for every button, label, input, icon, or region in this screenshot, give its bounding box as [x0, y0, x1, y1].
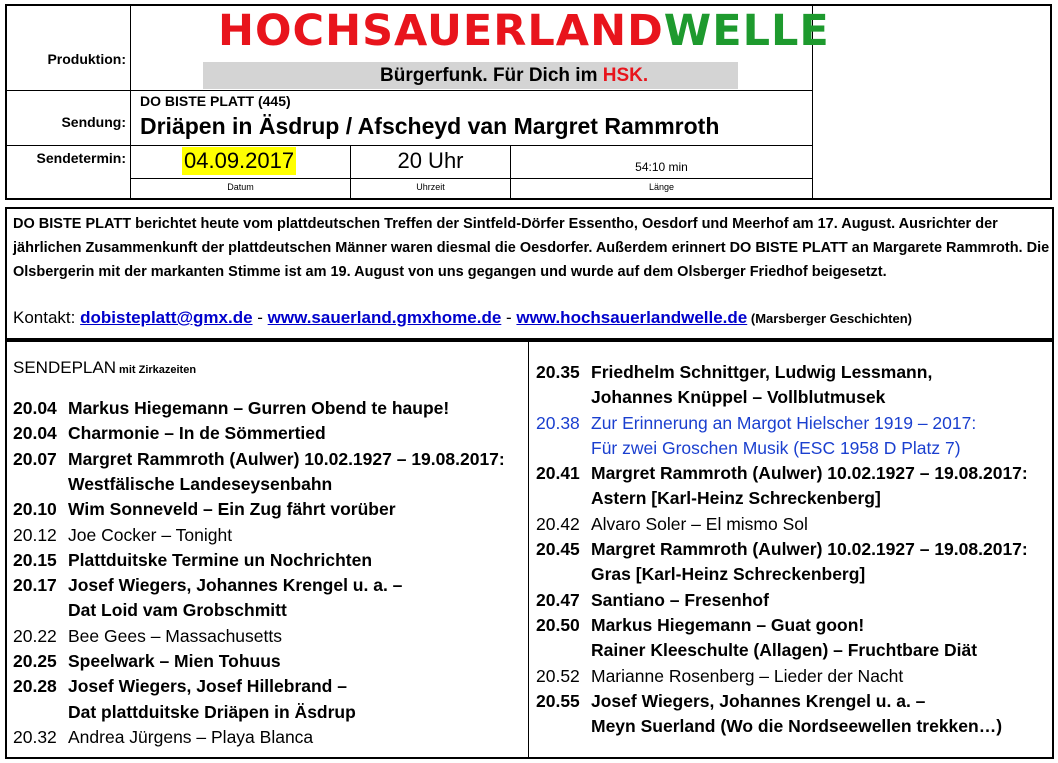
header-row-divider: [7, 90, 812, 91]
schedule-time: 20.25: [13, 651, 57, 671]
schedule-title-line: Josef Wiegers, Josef Hillebrand –: [68, 676, 347, 697]
schedule-time: 20.22: [13, 625, 57, 646]
date-caption: Datum: [227, 182, 254, 192]
schedule-time: 20.55: [536, 690, 580, 711]
schedule-title-line: Markus Hiegemann – Gurren Obend te haupe!: [68, 398, 450, 418]
schedule-entry: [536, 664, 1051, 689]
schedule-title-line: Wim Sonneveld – Ein Zug fährt vorüber: [68, 499, 396, 520]
schedule-entry: [536, 537, 1051, 588]
sendetermin-label: Sendetermin:: [36, 150, 126, 166]
schedule-title-line: Speelwark – Mien Tohuus: [68, 651, 281, 671]
schedule-title-line: Margret Rammroth (Aulwer) 10.02.1927 – 19.08.2017:: [591, 539, 1028, 560]
broadcast-length: 54:10 min: [635, 160, 688, 174]
schedule-entry: [13, 649, 523, 674]
schedule-title-line: Rainer Kleeschulte (Allagen) – Fruchtbare Diät: [591, 640, 978, 661]
schedule-title-line: Für zwei Groschen Musik (ESC 1958 D Platz 7): [591, 437, 961, 458]
website-link-hochsauerlandwelle[interactable]: www.hochsauerlandwelle.de: [516, 308, 748, 327]
schedule-entry: [13, 548, 523, 573]
schedule-entry: [13, 624, 523, 649]
length-caption: Länge: [648, 182, 675, 192]
schedule-title-line: Alvaro Soler – El mismo Sol: [591, 513, 808, 534]
header-row-divider: [7, 145, 812, 146]
schedule-time: 20.50: [536, 615, 580, 635]
schedule-time: 20.38: [536, 412, 580, 433]
schedule-time: 20.32: [13, 726, 57, 747]
schedule-time: 20.42: [536, 513, 580, 534]
header-row-divider: [130, 178, 812, 179]
header-col-divider: [130, 6, 131, 198]
schedule-title-line: Andrea Jürgens – Playa Blanca: [68, 726, 314, 747]
contact-note: (Marsberger Geschichten): [747, 311, 912, 326]
schedule-title-line: Plattduitske Termine un Nochrichten: [68, 549, 373, 570]
schedule-entry: [536, 360, 1051, 411]
contact-line: Kontakt: dobisteplatt@gmx.de - www.sauerland.gmxhome.de - www.hochsauerlandwelle.de (Marsberger Geschichten): [13, 308, 912, 327]
schedule-entry: [13, 497, 523, 522]
schedule-title-line: Friedhelm Schnittger, Ludwig Lessmann,: [591, 362, 933, 382]
schedule-title-line: Dat plattduitske Driäpen in Äsdrup: [68, 701, 356, 722]
schedule-time: 20.10: [13, 499, 57, 520]
schedule-time: 20.35: [536, 362, 580, 382]
broadcast-time: 20 Uhr: [397, 148, 464, 173]
schedule-title-line: Joe Cocker – Tonight: [68, 524, 233, 545]
schedule-time: 20.47: [536, 589, 580, 610]
episode-title: Driäpen in Äsdrup / Afscheyd van Margret Rammroth: [140, 113, 720, 139]
schedule-title-line: Dat Loid vam Grobschmitt: [68, 600, 287, 621]
schedule-entry: [13, 421, 523, 446]
schedule-entry: [536, 613, 1051, 664]
schedule-entry: [536, 461, 1051, 512]
email-link[interactable]: dobisteplatt@gmx.de: [80, 308, 253, 327]
schedule-title-line: Margret Rammroth (Aulwer) 10.02.1927 – 19.08.2017:: [591, 463, 1028, 484]
schedule-time: 20.04: [13, 423, 57, 444]
schedule-title-line: Bee Gees – Massachusetts: [68, 625, 282, 646]
description-text: DO BISTE PLATT berichtet heute vom plattdeutschen Treffen der Sintfeld-Dörfer Essentho, Oesdorf und Meerhof am 17. August. Ausrichter der jährlichen Zusammenkunft der plattdeutschen Männer waren diesmal die Oesdorfer. Außerdem erinnert DO BISTE PLATT an Margarete Rammroth. Die Olsbergerin mit der markanten Stimme ist am 19. August von uns gegangen und wurde auf dem Olsberger Friedhof beigesetzt.: [13, 216, 1050, 280]
schedule-entry: [13, 674, 523, 725]
schedule-title-line: Westfälische Landeseysenbahn: [68, 473, 333, 494]
schedule-entry: [13, 523, 523, 548]
schedule-entry: [536, 689, 1051, 740]
schedule-time: 20.04: [13, 398, 57, 418]
produktion-label: Produktion:: [47, 51, 126, 67]
schedule-title-line: Johannes Knüppel – Vollblutmusek: [591, 387, 886, 408]
schedule-title-line: Charmonie – In de Sömmertied: [68, 423, 326, 444]
sendeplan-divider: [528, 342, 529, 757]
schedule-time: 20.17: [13, 575, 57, 596]
schedule-entry: [13, 396, 523, 421]
schedule-time: 20.12: [13, 524, 57, 545]
time-caption: Uhrzeit: [416, 182, 445, 192]
schedule-entry: [13, 573, 523, 624]
schedule-time: 20.52: [536, 665, 580, 686]
schedule-time: 20.07: [13, 448, 57, 469]
schedule-entry: [13, 725, 523, 750]
schedule-time: 20.41: [536, 463, 580, 484]
sendeplan-title: SENDEPLAN mit Zirkazeiten: [13, 358, 197, 377]
schedule-title-line: Margret Rammroth (Aulwer) 10.02.1927 – 19.08.2017:: [68, 448, 505, 469]
schedule-title-line: Astern [Karl-Heinz Schreckenberg]: [591, 488, 881, 509]
schedule-entry: [536, 588, 1051, 613]
schedule-title-line: Meyn Suerland (Wo die Nordseewellen trekken…): [591, 716, 1003, 737]
schedule-time: 20.28: [13, 676, 57, 697]
sendung-label: Sendung:: [61, 114, 126, 130]
schedule-title-line: Gras [Karl-Heinz Schreckenberg]: [591, 564, 866, 585]
station-logo: HOCHSAUERLANDWELLE: [218, 6, 830, 56]
broadcast-date: 04.09.2017: [184, 148, 295, 173]
schedule-entry: [536, 512, 1051, 537]
schedule-entry: [13, 447, 523, 498]
website-link-sauerland[interactable]: www.sauerland.gmxhome.de: [267, 308, 502, 327]
series-name: DO BISTE PLATT (445): [140, 93, 291, 109]
slogan: Bürgerfunk. Für Dich im HSK.: [380, 65, 649, 86]
schedule-title-line: Josef Wiegers, Johannes Krengel u. a. –: [591, 690, 926, 711]
contact-label: Kontakt:: [13, 308, 81, 327]
schedule-title-line: Santiano – Fresenhof: [591, 589, 769, 610]
schedule-entry: [536, 411, 1051, 462]
schedule-time: 20.15: [13, 549, 57, 570]
schedule-time: 20.45: [536, 539, 580, 560]
schedule-title-line: Zur Erinnerung an Margot Hielscher 1919 – 2017:: [591, 412, 977, 433]
schedule-title-line: Markus Hiegemann – Guat goon!: [591, 615, 865, 635]
schedule-title-line: Marianne Rosenberg – Lieder der Nacht: [591, 665, 904, 686]
schedule-title-line: Josef Wiegers, Johannes Krengel u. a. –: [68, 575, 403, 596]
